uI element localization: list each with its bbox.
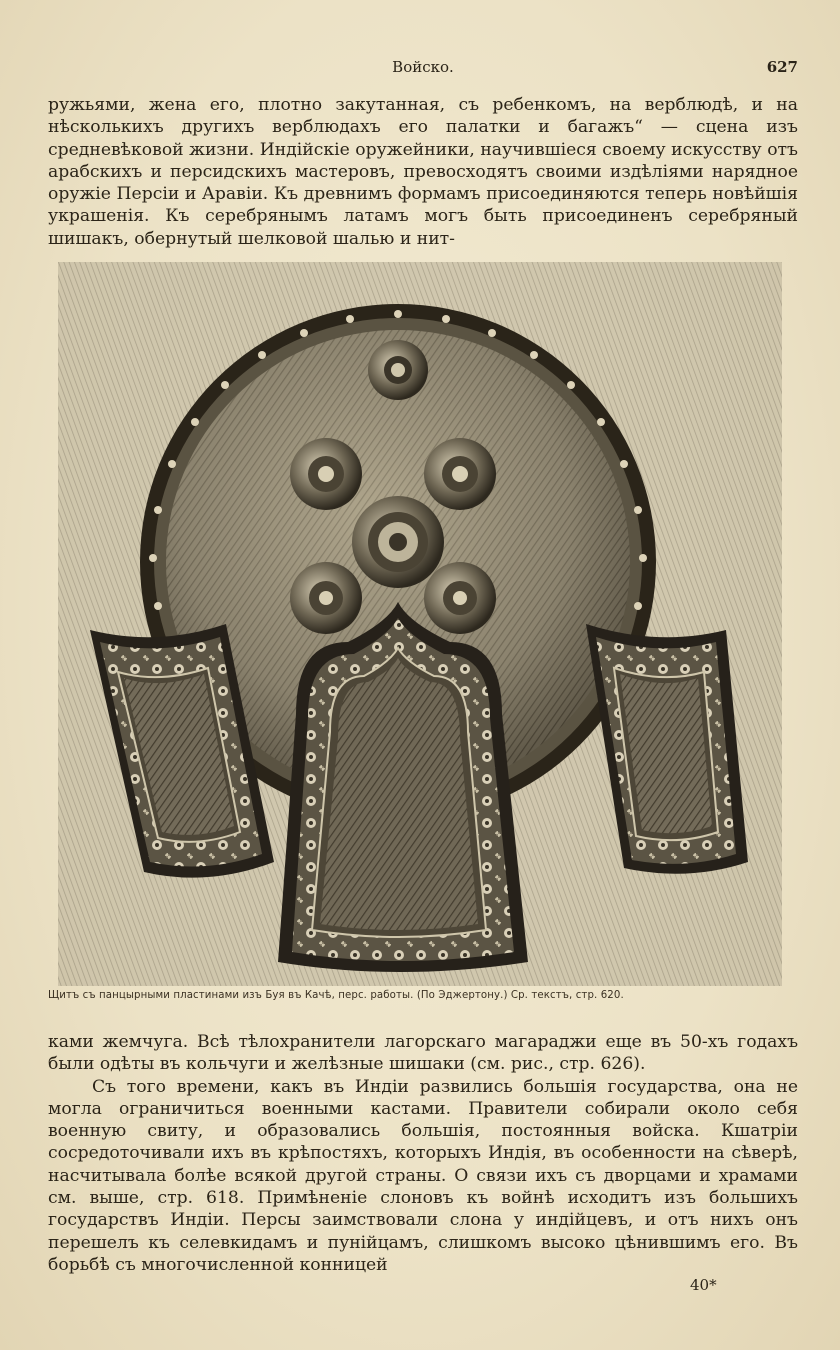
signature-mark: 40* (690, 1276, 717, 1294)
bottom-text-block (48, 1031, 798, 1276)
paragraph-continuation: ками жемчуга. Всѣ тѣлохранители лагорскаго магараджи еще въ 50-хъ годахъ были одѣты въ кольчуги и желѣзные шишаки (см. рис., стр. 626). (48, 1032, 798, 1075)
running-title: Войско. (392, 58, 454, 76)
shield-illustration (58, 262, 782, 986)
shield-engraving (58, 262, 782, 986)
page-number: 627 (766, 58, 798, 76)
top-text-block (48, 94, 798, 250)
page-header (48, 58, 798, 82)
paragraph-main: Съ того времени, какъ въ Индіи развились большія государства, она не могла ограничиться военными кастами. Правители собирали около себя военную свиту, и образовались большія, постоянныя войска. Кшатріи сосредоточивали ихъ въ крѣпостяхъ, которыхъ Индія, въ особенности на сѣверѣ, насчитывала болѣе всякой другой страны. О связи ихъ съ дворцами и храмами см. выше, стр. 618. Примѣненіе слоновъ къ войнѣ исходитъ изъ большихъ государствъ Индіи. Персы заимствовали слона у индійцевъ, и отъ нихъ онъ перешелъ къ селевкидамъ и пунійцамъ, слишкомъ высоко цѣнившимъ его. Въ борьбѣ съ многочисленной конницей (48, 1076, 798, 1275)
top-paragraph: ружьями, жена его, плотно закутанная, съ ребенкомъ, на верблюдѣ, и на нѣсколькихъ другихъ верблюдахъ его палатки и багажъ“ — сцена изъ средневѣковой жизни. Индійскіе оружейники, научившіеся своему искусству отъ арабскихъ и персидскихъ мастеровъ, превосходятъ своими издѣліями нарядное оружіе Персіи и Аравіи. Къ древнимъ формамъ присоединяются теперь новѣйшія украшенія. Къ серебрянымъ латамъ могъ быть присоединенъ серебряный шишакъ, обернутый шелковой шалью и нит- (48, 95, 798, 249)
figure-caption: Щитъ съ панцырными пластинами изъ Буя въ Качѣ, перс. работы. (По Эджертону.) Ср. текстъ, стр. 620. (48, 990, 624, 1001)
